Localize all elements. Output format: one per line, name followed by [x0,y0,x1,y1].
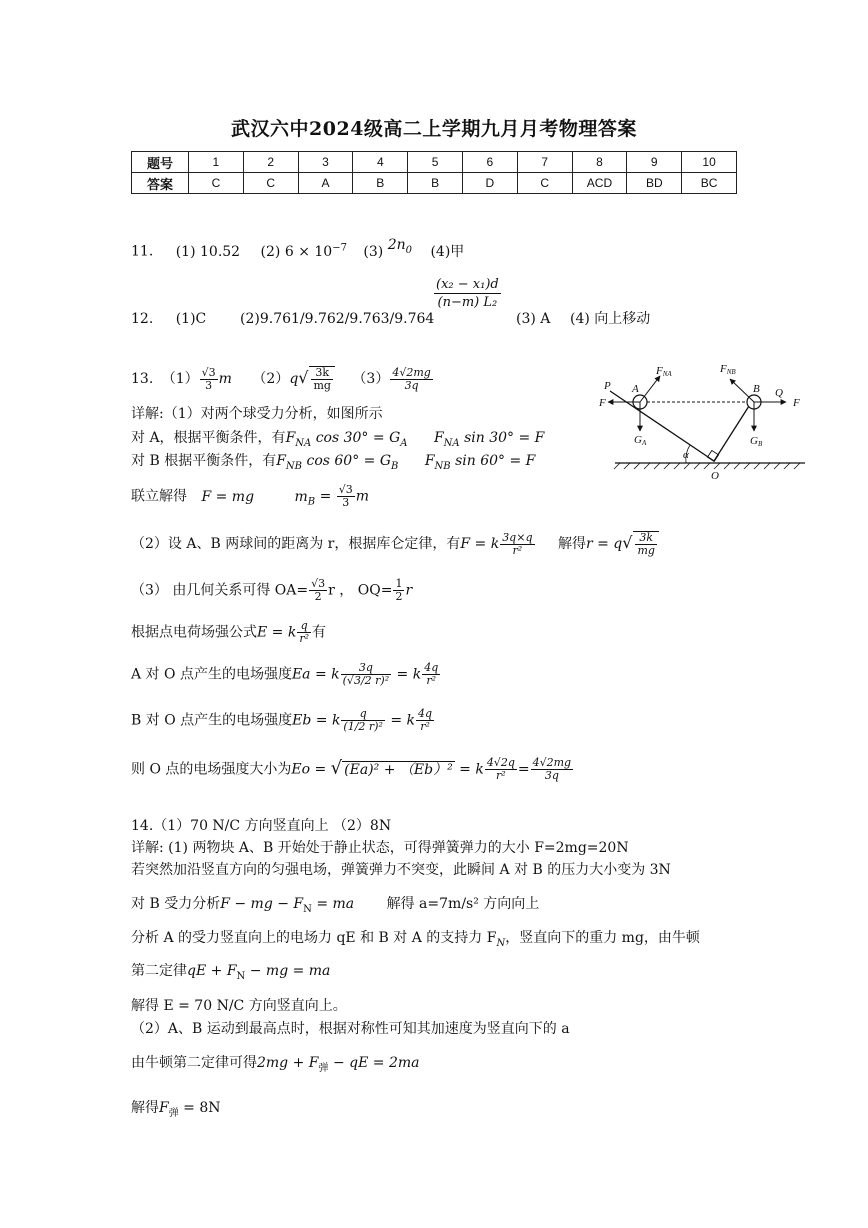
math-segment: F = k [460,536,500,553]
text-segment: 由牛顿第二定律可得 [131,1055,257,1071]
math-segment: F [285,430,296,446]
q13-a2-label: （2） [252,371,290,388]
math-sub: B [307,496,316,508]
q13-a2-sqrt [309,366,334,392]
fraction [297,620,311,645]
q13-line-5: （2）设 A、B 两球间的距离为 r，根据库仑定律，有F = k $\frac{3q\times q}{\text{r²}}$ 解得r = q√ $\frac{3k}{mg}$ [131,531,660,557]
math-sub: N [496,937,506,949]
table-cell: 1 [189,152,244,173]
text-segment: A 对 O 点产生的电场强度 [131,666,292,683]
math-segment: sin 60° = F [450,453,536,469]
math-segment: r [405,582,413,599]
table-cell: BD [627,173,682,194]
fraction-denominator: mg [313,379,331,393]
table-cell: ACD [572,173,627,194]
text-segment: 解得 [131,1100,159,1116]
math-sub: N [236,970,246,982]
table-cell: B [353,173,408,194]
q13-line-2 [131,430,544,450]
fraction [309,578,327,603]
text-segment: 解得 a=7m/s² 方向向上 [386,896,540,912]
math-sub: NA [295,437,312,449]
q11-part2-exp: −7 [332,242,347,253]
label-fna-main: F [656,365,663,377]
fraction [337,484,355,509]
fraction [393,578,404,603]
fraction [531,757,573,782]
q13-line-1: 详解:（1）对两个球受力分析，如图所示 [131,406,383,422]
page-title: 武汉六中2024级高二上学期九月月考物理答案 [231,118,637,140]
q14-line-8: （2）A、B 运动到最高点时，根据对称性可知其加速度为竖直向下的 a [131,1021,570,1037]
q13-number: 13. [131,371,154,388]
q13-a2-q: q [289,371,299,388]
label-f-right: F [793,397,800,409]
math-segment: Eb = k [292,712,341,729]
text-segment: ，竖直向下的重力 mg，由牛顿 [505,930,700,946]
q14-line-2: 详解: (1) 两物块 A、B 开始处于静止状态，可得弹簧弹力的大小 F=2mg=20N [131,840,629,856]
text-segment: 根据点电荷场强公式 [131,624,257,641]
fraction-denominator: mg [637,544,655,558]
math-segment: E = k [257,624,297,641]
q11-part2-value [285,244,347,260]
table-cell: 3 [298,152,353,173]
q14-line-6 [131,963,330,983]
text-segment: r ， OQ= [328,582,393,599]
force-arrow-fna [640,376,660,402]
q11-part3-sub: 0 [405,244,413,256]
q14-line-5 [131,930,700,950]
q11-number: 11. [131,243,154,260]
fraction-numerator: 3k [635,532,656,545]
table-cell: C [517,173,572,194]
table-cell: 8 [572,152,627,173]
math-segment: 2mg + F [257,1055,319,1071]
table-row [132,152,737,173]
q12-line [131,311,206,328]
label-fna-sub: NA [662,370,672,378]
q11-part2-base: 6 × 10 [284,243,333,260]
q13-line-7 [131,620,326,645]
q13-line-3 [131,453,535,473]
fraction-numerator: 3q [341,662,391,675]
fraction-denominator: (√3/2 r)² [342,674,390,688]
math-sub: B [391,460,399,472]
math-segment: qE + F [187,963,237,979]
table-cell: 7 [517,152,572,173]
fraction [500,532,534,557]
text-segment: 分析 A 的受力竖直向上的电场力 qE 和 B 对 A 的支持力 F [131,930,497,946]
q13-a3-fraction [390,367,432,392]
label-gb [750,435,763,448]
label-fnb-main: F [720,363,727,375]
math-segment: = [315,488,336,505]
fraction-denominator: (1/2 r)² [343,720,383,734]
math-segment: m [355,488,370,505]
table-cell: D [462,173,517,194]
label-ga [634,434,647,447]
fraction-denominator: 3 [342,496,350,510]
q13-line-10: 则 O 点的电场强度大小为Eo = √ (Ea)² + （Eb）² = k $\frac{4√2q}{\text{r²}}$ = $\frac{4√2mg}{3q}$ [131,756,572,783]
math-segment: Ea = k [291,666,340,683]
label-alpha: α [683,449,689,461]
label-gb-main: G [750,435,758,447]
table-cell: B [408,173,463,194]
q13-a1-var: m [218,371,232,388]
fraction-denominator: 3 [205,378,213,392]
force-diagram [590,355,820,485]
table-cell: 6 [462,152,517,173]
math-segment: = 8N [178,1100,221,1116]
text-segment: 联立解得 [131,488,187,505]
sqrt-fraction [633,531,658,557]
q11-part2-label: (2) [260,243,281,260]
q13-a1-label: （1） [161,371,199,388]
fraction-denominator: r² [420,720,430,734]
math-segment: sin 30° = F [459,430,545,446]
label-a: A [632,383,639,395]
q12-number: 12. [131,311,154,327]
table-cell: 2 [243,152,298,173]
q13-a1-fraction [200,367,218,392]
q11-part4: (4)甲 [430,243,465,260]
math-sub: NA [443,437,460,449]
table-cell: 9 [627,152,682,173]
table-header-cell: 答案 [132,173,189,194]
q13-answers: 13. （1） $\frac{√3}{3}$ m （2）q√ $\frac{3k}{mg}$ （3） $\frac{4√2mg}{3q}$ [131,365,431,393]
fraction-numerator: q [341,708,384,721]
fraction-denominator: 2 [395,590,403,604]
q14-line-9 [131,1055,419,1075]
fraction-numerator: √3 [338,483,353,496]
math-segment: F [424,453,435,469]
q11-part3-value [387,236,413,256]
table-header-cell: 题号 [132,152,189,173]
table-row [132,173,737,194]
math-segment: − qE = 2ma [328,1055,420,1071]
label-fnb [719,363,736,376]
table-cell: 4 [353,152,408,173]
text-segment: （2）设 A、B 两球间的距离为 r，根据库仑定律，有 [131,536,461,553]
q13-a3-label: （3） [352,371,390,388]
math-sub: NB [434,460,451,472]
table-cell: C [189,173,244,194]
fraction-numerator: 1 [395,577,403,590]
q14-line-1: 14.（1）70 N/C 方向竖直向上 （2）8N [131,818,392,834]
q11-part1: (1) 10.52 [175,243,241,260]
fraction [341,708,384,733]
fraction-denominator: r² [496,769,506,783]
label-b: B [753,383,760,395]
q13-line-9 [131,708,435,733]
math-sub: NB [285,460,303,472]
table-cell: C [243,173,298,194]
text-segment: 则 O 点的电场强度大小为 [131,761,292,778]
fraction-numerator: 3q×q [502,530,533,544]
label-f-left: F [599,397,606,409]
label-fna [655,365,672,378]
math-segment: = k [385,712,415,729]
text-segment: 解得 [557,536,586,553]
table-cell: A [298,173,353,194]
q12-formula-denominator: (n−m) L₂ [437,294,498,310]
sqrt-expression: (Ea)² + （Eb）² [344,761,453,778]
math-segment: − mg = ma [245,963,331,979]
text-segment: （3） 由几何关系可得 OA= [131,582,309,599]
fraction-denominator: r² [299,632,310,646]
fraction-denominator: r² [426,674,437,688]
q14-line-4 [131,896,539,916]
q14-line-7: 解得 E = 70 N/C 方向竖直向上。 [131,998,347,1014]
label-fnb-sub: NB [726,368,736,376]
ground-hatch [614,463,800,469]
math-segment: = ma [311,896,355,912]
math-segment: cos 30° = G [311,430,401,446]
force-arrow-fnb [730,379,754,402]
fraction-numerator: 4√2mg [532,756,572,769]
text-segment: 有 [312,624,327,641]
fraction-numerator: 4√2mg [392,365,431,379]
math-sub: A [400,437,408,449]
label-ga-sub: A [641,439,647,447]
q13-line-8 [131,662,441,687]
q13-line-6 [131,578,412,603]
q12-part4: (4) 向上移动 [570,311,651,327]
text-segment: 对 A，根据平衡条件，有 [131,430,286,446]
fraction-denominator: r² [512,543,523,557]
math-segment: F − mg − F [220,896,304,912]
fraction-numerator: √3 [201,365,216,379]
math-segment: Eo = [291,761,331,778]
fraction [416,708,434,733]
fraction-numerator: 4q [418,707,433,720]
math-segment: = k [454,761,484,778]
q12-part2: (2)9.761/9.762/9.763/9.764 [240,311,435,327]
answer-table [131,151,737,194]
fraction-numerator: 3k [311,367,332,380]
table-cell: BC [682,173,737,194]
label-p: P [604,380,611,392]
q14-line-3: 若突然加沿竖直方向的匀强电场，弹簧弹力不突变，此瞬间 A 对 B 的压力大小变为 3N [131,862,671,878]
fraction-numerator: 4√2q [486,756,515,769]
q11-part3-base: 2n [387,236,406,253]
text-segment: 第二定律 [131,963,187,979]
q11-line [131,236,465,263]
fraction-numerator: q [297,620,311,633]
fraction-denominator: 2 [314,590,322,604]
label-ga-main: G [634,434,642,446]
math-segment: F [159,1100,169,1116]
math-segment: m [294,488,308,505]
fraction-denominator: 3q [544,769,559,783]
math-segment: F [276,453,286,469]
fraction [422,662,440,687]
math-sub: 弹 [168,1107,179,1119]
math-segment: = [517,761,530,778]
math-segment: cos 60° = G [302,453,392,469]
fraction-denominator: 3q [404,378,419,392]
label-o: O [711,470,719,482]
fraction [485,757,517,782]
math-segment: F = mg [201,488,255,505]
math-sub: N [303,903,312,915]
text-segment: 对 B 受力分析 [131,896,221,912]
math-segment: r = q [585,536,623,553]
text-segment: 对 B 根据平衡条件，有 [131,453,277,469]
math-segment: = k [392,666,422,683]
q11-part3-label: (3) [363,243,384,260]
math-sub: 弹 [318,1062,329,1074]
q13-line-4 [131,484,369,509]
q12-formula-numerator: (x₂ − x₁)d [436,277,499,292]
table-cell: 5 [408,152,463,173]
label-gb-sub: B [757,440,763,448]
q14-line-10 [131,1100,221,1120]
label-q: Q [775,387,783,399]
fraction-numerator: 4q [424,661,439,674]
q12-part1: (1)C [175,311,207,327]
math-segment: F [433,430,444,446]
fraction-numerator: √3 [311,577,326,590]
fraction [341,662,391,687]
text-segment: B 对 O 点产生的电场强度 [131,712,293,729]
table-cell: 10 [682,152,737,173]
q12-formula [434,277,501,311]
q12-part3: (3) A [516,311,551,327]
